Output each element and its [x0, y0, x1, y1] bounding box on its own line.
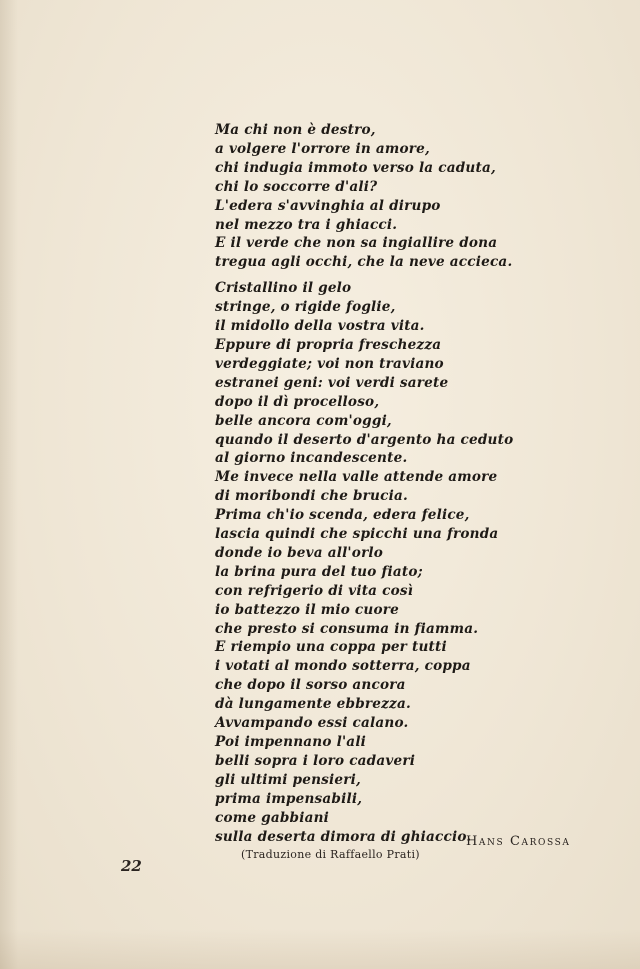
poem-line: Cristallino il gelo — [215, 280, 352, 297]
poem-line: donde io beva all'orlo — [215, 544, 384, 561]
poem-line: tregua agli occhi, che la neve accieca. — [215, 254, 513, 271]
poem-line: chi indugia immoto verso la caduta, — [215, 159, 496, 176]
poem-line: lascia quindi che spicchi una fronda — [215, 526, 499, 543]
translation-credit: (Traduzione di Raffaello Prati) — [241, 848, 420, 861]
stanza-1 — [215, 121, 615, 272]
poem-line: gli ultimi pensieri, — [215, 771, 361, 788]
poem-line: belli sopra i loro cadaveri — [215, 752, 416, 769]
poem-line: il midollo della vostra vita. — [215, 318, 425, 335]
poem-line: prima impensabili, — [215, 790, 363, 807]
poem-line: Eppure di propria freschezza — [215, 336, 442, 353]
poem-line: dopo il dì procelloso, — [215, 393, 380, 410]
stanza-5 — [215, 714, 615, 846]
poem-line: belle ancora com'oggi, — [215, 412, 392, 429]
poem-line: Prima ch'io scenda, edera felice, — [215, 507, 470, 524]
page-edge-shadow — [0, 0, 18, 969]
poem-line: E riempio una coppa per tutti — [215, 639, 447, 656]
poem-line: estranei geni: voi verdi sarete — [215, 374, 449, 391]
poem-line: Poi impennano l'ali — [215, 734, 367, 750]
author-name: Hans Carossa — [466, 834, 571, 849]
page-number: 22 — [121, 857, 142, 875]
poem-text — [215, 121, 615, 846]
poem-line: al giorno incandescente. — [215, 450, 408, 467]
poem-line: con refrigerio di vita così — [215, 582, 414, 599]
poem-line: quando il deserto d'argento ha ceduto — [215, 431, 514, 448]
poem-line: come gabbiani — [215, 809, 330, 826]
poem-line: nel mezzo tra i ghiacci. — [215, 216, 398, 233]
poem-line: io battezzo il mio cuore — [215, 601, 399, 618]
stanza-3 — [215, 468, 615, 638]
stanza-4 — [215, 638, 615, 714]
poem-line: i votati al mondo sotterra, coppa — [215, 658, 471, 675]
poem-line: di moribondi che brucia. — [215, 488, 408, 505]
poem-line: che dopo il sorso ancora — [215, 677, 406, 694]
poem-line: verdeggiate; voi non traviano — [215, 355, 444, 372]
stanza-2 — [215, 279, 615, 468]
page-bottom-shadow — [0, 929, 640, 969]
poem-line: la brina pura del tuo fiato; — [215, 563, 423, 580]
poem-line: Me invece nella valle attende amore — [215, 469, 498, 486]
poem-line: sulla deserta dimora di ghiaccio. — [215, 828, 472, 845]
poem-line: Ma chi non è destro, — [215, 122, 376, 138]
poem-line: L'edera s'avvinghia al dirupo — [215, 197, 441, 214]
poem-line: che presto si consuma in fiamma. — [215, 620, 479, 637]
poem-line: E il verde che non sa ingiallire dona — [215, 235, 498, 252]
poem-line: chi lo soccorre d'ali? — [215, 178, 378, 195]
poem-line: stringe, o rigide foglie, — [215, 299, 396, 316]
poem-line: dà lungamente ebbrezza. — [215, 696, 411, 713]
poem-line: Avvampando essi calano. — [215, 715, 409, 732]
poem-line: a volgere l'orrore in amore, — [215, 140, 430, 157]
